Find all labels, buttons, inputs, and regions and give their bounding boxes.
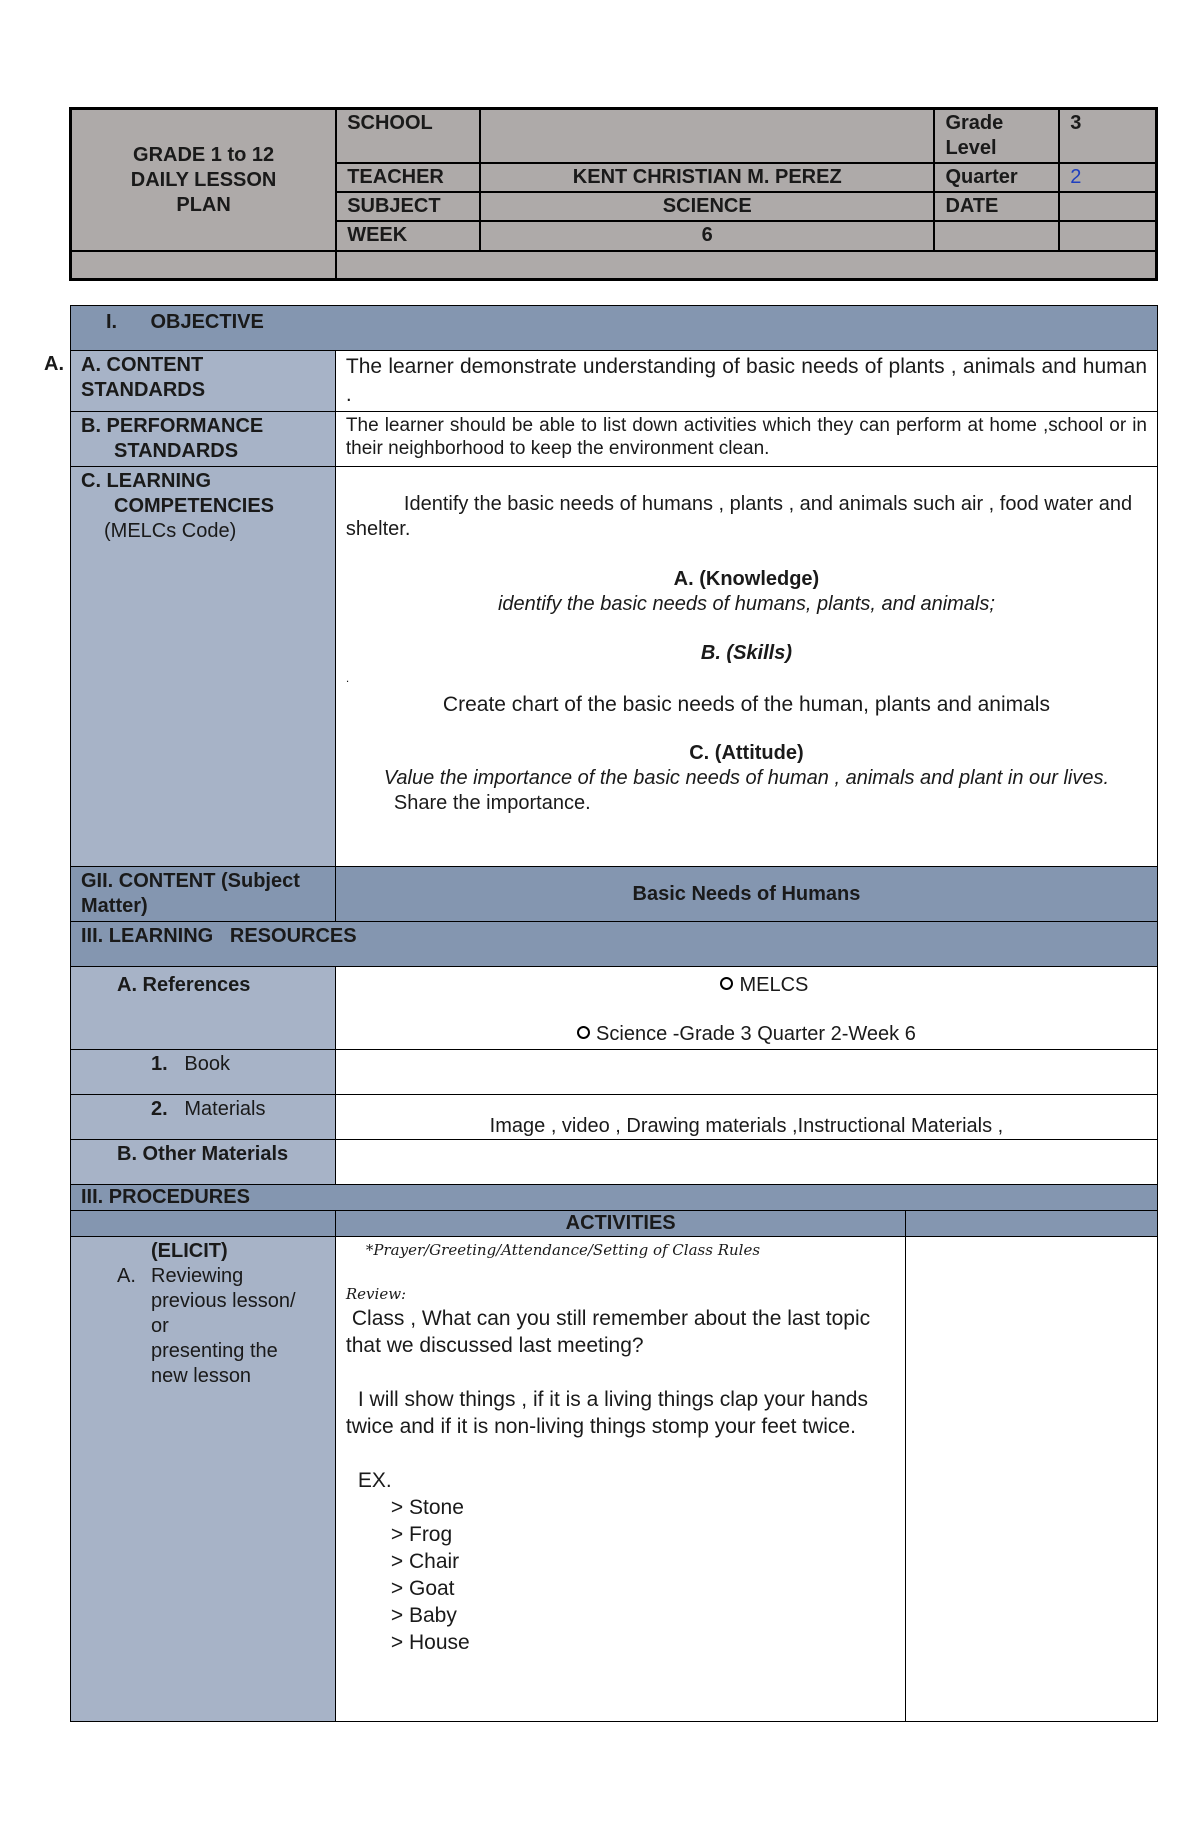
week-label: WEEK [336,221,480,251]
subject-value: SCIENCE [480,192,934,221]
materials-label: 2. Materials [71,1095,336,1140]
procedures-heading: III. PROCEDURES [71,1185,1158,1211]
other-materials-value [335,1140,1157,1185]
blank-cell [906,1211,1158,1237]
book-label: 1. Book [71,1050,336,1095]
date-label: DATE [934,192,1059,221]
teacher-value: KENT CHRISTIAN M. PEREZ [480,163,934,192]
blank-cell [1059,221,1156,251]
performance-standards-label: B. PERFORMANCE STANDARDS [71,412,336,467]
bullet-icon [577,1026,590,1039]
elicit-activities: *Prayer/Greeting/Attendance/Setting of Class Rules Review: Class , What can you still remember about the last topic that we discussed last meeting? I will show things , if it is a living things clap your hands twice and if it is non-living things stomp your feet twice. EX. > Stone > Frog > Chair > Goat > Baby > House [335,1237,906,1722]
blank-cell [934,221,1059,251]
list-item: > House [390,1631,470,1654]
school-label: SCHOOL [336,109,480,164]
list-item: > Baby [390,1604,457,1627]
content-label: GII. CONTENT (Subject Matter) [71,867,336,922]
content-standards-label: A. CONTENT STANDARDS [71,351,336,412]
list-item: > Goat [390,1577,455,1600]
section-marker: A. [44,353,64,375]
school-value [480,109,934,164]
date-value [1059,192,1156,221]
blank-cell [906,1237,1158,1722]
blank-cell [71,1211,336,1237]
grade-label: Grade Level [934,109,1059,164]
book-value [335,1050,1157,1095]
blank-cell [71,251,337,279]
learning-resources-heading: III. LEARNING RESOURCES [71,922,1158,967]
plan-title: GRADE 1 to 12 DAILY LESSON PLAN [71,109,337,252]
subject-label: SUBJECT [336,192,480,221]
list-item: > Frog [390,1523,453,1546]
bullet-icon [720,977,733,990]
activities-heading: ACTIVITIES [335,1211,906,1237]
references-list: MELCS Science -Grade 3 Quarter 2-Week 6 [335,967,1157,1050]
list-item: > Stone [390,1496,464,1519]
grade-value: 3 [1059,109,1156,164]
blank-cell [336,251,1156,279]
elicit-label: (ELICIT) A. Reviewing previous lesson/ or presenting the new lesson [71,1237,336,1722]
teacher-label: TEACHER [336,163,480,192]
lesson-plan-body [70,305,1158,1722]
materials-text: Image , video , Drawing materials ,Instructional Materials , [335,1095,1157,1140]
other-materials-label: B. Other Materials [71,1140,336,1185]
content-standards-text: The learner demonstrate understanding of basic needs of plants , animals and human . [335,351,1157,412]
example-item-list [346,1494,896,1656]
lesson-plan-header [69,107,1158,281]
week-value: 6 [480,221,934,251]
list-item: > Chair [390,1550,460,1573]
content-value: Basic Needs of Humans [335,867,1157,922]
performance-standards-text: The learner should be able to list down activities which they can perform at home ,school or in their neighborhood to keep the environment clean. [335,412,1157,467]
learning-competencies-text: Identify the basic needs of humans , plants , and animals such air , food water and shelter. A. (Knowledge) identify the basic needs of humans, plants, and animals; B. (Skills) . Create chart of the basic needs of the human, plants and animals C. (Attitude) Value the importance of the basic needs of human , animals and plant in our lives. Share the importance. [335,467,1157,867]
quarter-value: 2 [1059,163,1156,192]
learning-competencies-label: C. LEARNING COMPETENCIES (MELCs Code) [71,467,336,867]
quarter-label: Quarter [934,163,1059,192]
objective-heading: I. OBJECTIVE [71,306,1158,351]
references-label: A. References [71,967,336,1050]
